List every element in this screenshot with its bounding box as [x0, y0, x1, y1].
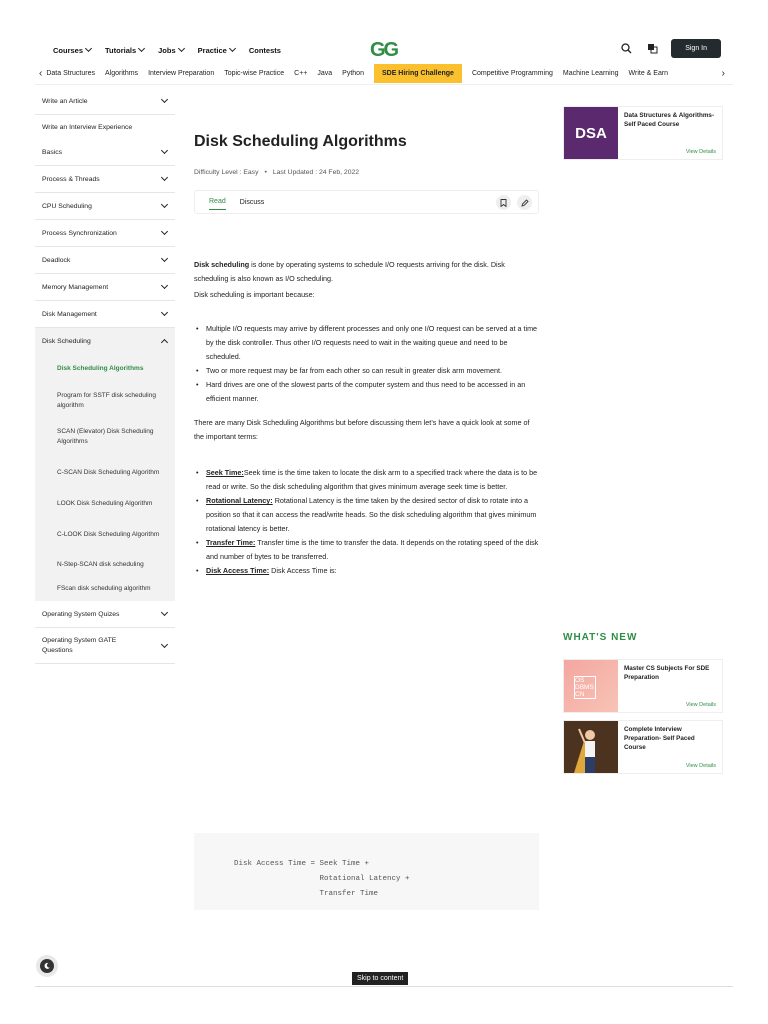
subnav-item[interactable]: Algorithms [104, 70, 139, 77]
sidebar-item[interactable] [35, 115, 175, 139]
sidebar-subitem[interactable]: C-SCAN Disk Scheduling Algorithm [35, 455, 175, 491]
sidebar-item-label: Write an Article [42, 97, 88, 105]
term-item [206, 466, 539, 494]
list-item: • Multiple I/O requests may arrive by different processes and only one I/O request can be served at a time by the disk controller. Thus other I/O requests need to wait in the waiting queue and need to be scheduled. [206, 322, 539, 364]
card-title: Master CS Subjects For SDE Preparation [624, 665, 710, 681]
chevron-right-icon[interactable]: › [721, 68, 725, 79]
tab-read[interactable]: Read [209, 198, 226, 210]
sidebar-item-label: Disk Management [42, 310, 97, 318]
sidebar-item-disk-scheduling[interactable] [35, 328, 175, 355]
moon-icon [40, 959, 54, 973]
sidebar-subitem[interactable]: Disk Scheduling Algorithms [35, 355, 175, 383]
dot-separator: • [264, 169, 267, 176]
menu-jobs[interactable] [158, 46, 184, 55]
chevron-down-icon [161, 609, 168, 616]
chevron-down-icon [85, 45, 92, 52]
subnav-item[interactable]: Java [317, 70, 333, 77]
sidebar-item-label: Basics [42, 148, 63, 156]
subnav-item[interactable]: C++ [294, 70, 308, 77]
sidebar-subitem[interactable]: FScan disk scheduling algorithm [35, 577, 175, 601]
sidebar-item[interactable] [35, 139, 175, 166]
cs-subjects-thumbnail [564, 660, 618, 712]
term-name: Transfer Time: [206, 538, 256, 547]
sidebar-subitem[interactable]: LOOK Disk Scheduling Algorithm [35, 491, 175, 517]
card-info [618, 721, 722, 773]
term-name: Rotational Latency: [206, 496, 273, 505]
tab-icons [496, 195, 532, 210]
subnav-item[interactable]: Data Structures [46, 70, 95, 77]
chevron-left-icon[interactable]: ‹ [39, 68, 43, 79]
sidebar-item-label: Operating System Quizes [42, 610, 120, 618]
course-card-cs-subjects[interactable] [563, 659, 723, 713]
term-name: Seek Time: [206, 468, 244, 477]
sidebar-item[interactable] [35, 166, 175, 193]
term-item [206, 564, 539, 578]
sidebar-item[interactable] [35, 301, 175, 328]
article-tabs [194, 190, 539, 214]
terms-list [194, 466, 539, 578]
sidebar-item-label: Process Synchronization [42, 229, 117, 237]
sidebar-item[interactable] [35, 220, 175, 247]
subnav-item[interactable]: Python [342, 70, 364, 77]
menu-contests[interactable] [249, 46, 281, 55]
sidebar-item[interactable] [35, 601, 175, 628]
dsa-thumb-text: DSA [575, 124, 607, 142]
term-item [206, 536, 539, 564]
importance-paragraph: Disk scheduling is important because: [194, 290, 315, 299]
view-details-link[interactable]: View Details [685, 763, 716, 769]
dsa-thumbnail [564, 107, 618, 159]
chevron-down-icon [161, 228, 168, 235]
card-title: Complete Interview Preparation- Self Paced Course [624, 726, 695, 751]
highlight-label: SDE Hiring Challenge [381, 70, 454, 77]
nav-right [619, 39, 721, 58]
sidebar-subitem[interactable]: N-Step-SCAN disk scheduling [35, 553, 175, 577]
sidebar-item-label: Operating System GATE Questions [42, 636, 117, 654]
code-block: Disk Access Time = Seek Time + Rotational Latency + Transfer Time [194, 833, 539, 910]
last-updated: Last Updated : 24 Feb, 2022 [272, 169, 360, 176]
search-icon[interactable] [619, 42, 633, 56]
intro-paragraph [194, 258, 539, 286]
sidebar-item-label: Write an Interview Experience [42, 123, 133, 131]
menu-label: Jobs [158, 45, 176, 55]
sidebar-item-label: CPU Scheduling [42, 202, 92, 210]
terms-intro-paragraph: There are many Disk Scheduling Algorithms but before discussing them let’s have a quick look at some of the important terms: [194, 418, 530, 441]
term-description: Transfer time is the time to transfer the data. It depends on the rotating speed of the disk and number of bytes to be transferred. [206, 538, 539, 561]
chevron-down-icon [229, 45, 236, 52]
list-item: • Two or more request may be far from each other so can result in greater disk arm movement. [206, 364, 539, 378]
term-description: Seek time is the time taken to locate the disk arm to a specified track where the data is to be read or write. So the disk scheduling algorithm that gives minimum average seek time is better. [206, 468, 538, 491]
page-title: Disk Scheduling Algorithms [194, 133, 407, 150]
menu-label: Practice [197, 45, 227, 55]
dark-mode-toggle[interactable] [36, 955, 58, 977]
article [194, 125, 539, 578]
sidebar-item[interactable] [35, 193, 175, 220]
whats-new-heading: WHAT'S NEW [563, 632, 638, 643]
subnav-item[interactable]: Competitive Programming [471, 70, 553, 77]
chevron-down-icon [161, 174, 168, 181]
interview-prep-thumbnail [564, 721, 618, 773]
left-sidebar [35, 88, 175, 664]
gfg-logo[interactable]: GG [370, 39, 398, 61]
translate-icon[interactable] [645, 42, 659, 56]
card-info [618, 660, 722, 712]
chevron-down-icon [161, 309, 168, 316]
sidebar-item-label: Process & Threads [42, 175, 100, 183]
person-illustration-icon [564, 721, 618, 773]
subnav-item[interactable]: Write & Earn [628, 70, 669, 77]
term-name: Disk Access Time: [206, 566, 270, 575]
sidebar-item[interactable] [35, 88, 175, 115]
chevron-down-icon [161, 255, 168, 262]
chevron-down-icon [178, 45, 185, 52]
menu-label: Tutorials [105, 45, 137, 55]
course-card-dsa[interactable] [563, 106, 723, 160]
subnav-item[interactable]: Interview Preparation [148, 70, 215, 77]
view-details-link[interactable]: View Details [685, 149, 716, 155]
footer-divider [35, 986, 733, 987]
main-menu [53, 46, 281, 55]
tab-discuss[interactable]: Discuss [239, 198, 265, 206]
sidebar-item[interactable] [35, 274, 175, 301]
list-item: • Hard drives are one of the slowest parts of the computer system and thus need to be accessed in an efficient manner. [206, 378, 539, 406]
sidebar-subitem[interactable]: SCAN (Elevator) Disk Scheduling Algorithms [35, 419, 175, 455]
intro-text: is done by operating systems to schedule I/O requests arriving for the disk. Disk scheduling is also known as I/O scheduling. [194, 260, 505, 283]
chevron-down-icon [161, 201, 168, 208]
view-details-link[interactable]: View Details [685, 702, 716, 708]
sidebar-item-label: Memory Management [42, 283, 109, 291]
chevron-down-icon [161, 96, 168, 103]
term-description: Disk Access Time is: [269, 566, 337, 575]
chevron-down-icon [161, 282, 168, 289]
term-item [206, 494, 539, 536]
menu-tutorials[interactable] [105, 46, 144, 55]
menu-practice[interactable] [198, 46, 235, 55]
course-card-interview-prep[interactable] [563, 720, 723, 774]
chevron-down-icon [161, 147, 168, 154]
card-info [618, 107, 722, 159]
bookmark-icon[interactable] [496, 195, 511, 210]
sidebar-item-label: Disk Scheduling [42, 338, 91, 345]
subnav-item[interactable]: Topic-wise Practice [224, 70, 285, 77]
menu-courses[interactable] [53, 46, 91, 55]
edit-pencil-icon[interactable] [517, 195, 532, 210]
term-description: Rotational Latency is the time taken by the desired sector of disk to rotate into a position so that it can access the read/write heads. So the disk scheduling algorithm that gives minimum rotational latency is better. [206, 496, 537, 533]
chevron-down-icon [138, 45, 145, 52]
chevron-down-icon [161, 640, 168, 647]
top-navbar [35, 38, 733, 62]
menu-label: Courses [53, 45, 84, 55]
cs-thumb-text: OS DBMS CN [574, 676, 596, 699]
importance-list [194, 322, 539, 406]
menu-label: Contests [248, 45, 281, 55]
sidebar-item[interactable] [35, 628, 175, 664]
subnav-sde-hiring-challenge[interactable] [374, 64, 462, 83]
topic-subnav [35, 63, 733, 85]
sidebar-item[interactable] [35, 247, 175, 274]
article-meta [194, 169, 539, 176]
skip-to-content-link[interactable]: Skip to content [352, 972, 408, 985]
sidebar-item-label: Deadlock [42, 256, 71, 264]
sidebar-subitem[interactable]: Program for SSTF disk scheduling algorithm [35, 383, 175, 419]
sign-in-button[interactable]: Sign In [671, 39, 721, 58]
subnav-item[interactable]: Machine Learning [562, 70, 619, 77]
intro-bold-term: Disk scheduling [194, 260, 250, 269]
card-title: Data Structures & Algorithms- Self Paced Course [624, 112, 715, 128]
difficulty-level: Difficulty Level : Easy [194, 169, 259, 176]
chevron-up-icon [161, 339, 168, 346]
sidebar-subitem[interactable]: C-LOOK Disk Scheduling Algorithm [35, 517, 175, 553]
